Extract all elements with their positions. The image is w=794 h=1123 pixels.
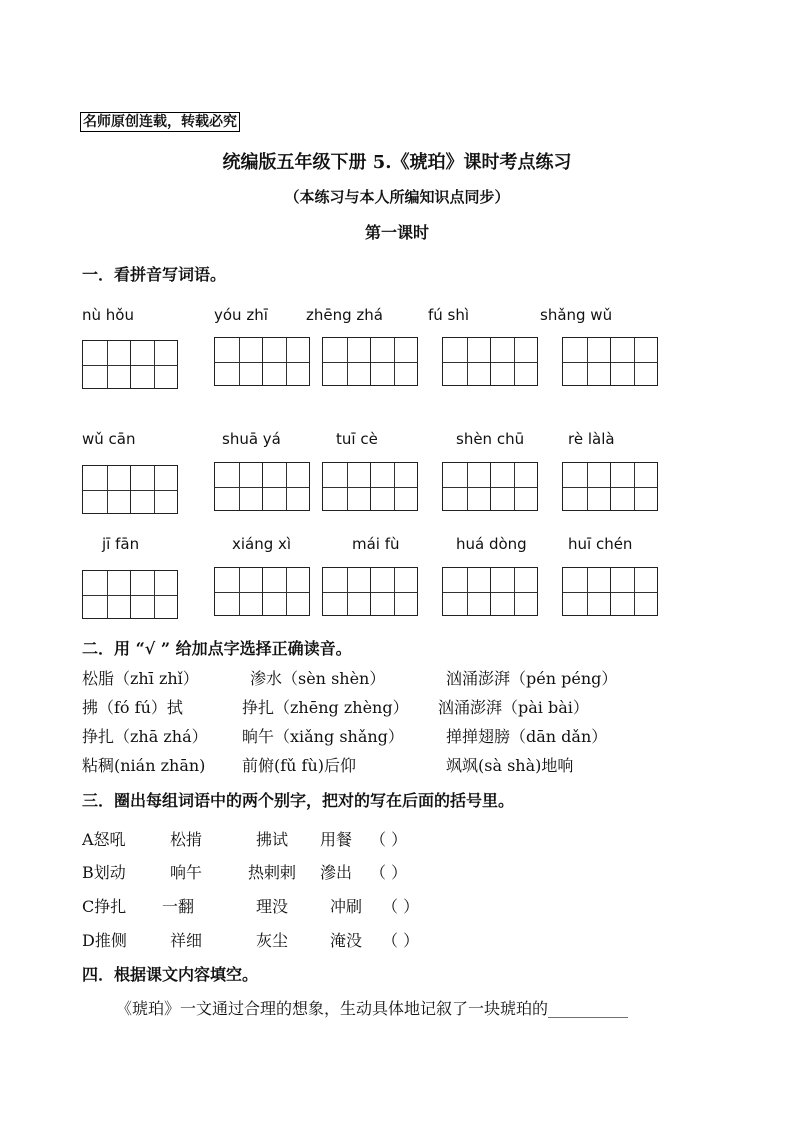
pronunciation-item[interactable]: 前俯(fǔ fù)后仰: [242, 756, 357, 775]
word-group-label: C挣扎: [82, 897, 127, 916]
word-group-label: D推侧: [82, 931, 127, 950]
pinyin-label: huá dòng: [456, 535, 527, 553]
pronunciation-item[interactable]: 汹涌澎湃（pén péng）: [446, 669, 618, 688]
pronunciation-item[interactable]: 粘稠(nián zhān): [82, 756, 206, 775]
writing-grid[interactable]: [562, 462, 658, 511]
writing-grid[interactable]: [82, 465, 178, 514]
pinyin-label: zhēng zhá: [306, 306, 383, 324]
word-item[interactable]: 热剌剌: [248, 863, 297, 882]
writing-grid[interactable]: [214, 462, 310, 511]
pronunciation-item[interactable]: 晌午（xiǎng shǎng）: [242, 727, 404, 746]
writing-grid[interactable]: [442, 462, 538, 511]
pinyin-label: huī chén: [568, 535, 633, 553]
word-item[interactable]: 祥细: [170, 931, 203, 950]
pinyin-label: shuā yá: [222, 430, 281, 448]
word-group-label: A怒吼: [82, 830, 126, 849]
writing-grid[interactable]: [322, 337, 418, 386]
word-item[interactable]: 冲刷: [330, 897, 363, 916]
lesson-label: 第一课时: [364, 223, 429, 242]
writing-grid[interactable]: [322, 567, 418, 616]
word-item[interactable]: 用餐: [320, 830, 353, 849]
pronunciation-item[interactable]: 汹涌澎湃（pài bài）: [438, 698, 589, 717]
pronunciation-item[interactable]: 渗水（sèn shèn）: [250, 669, 386, 688]
word-item[interactable]: 一翻: [162, 897, 195, 916]
word-item[interactable]: 淹没: [330, 931, 363, 950]
pronunciation-item[interactable]: 挣扎（zhā zhá）: [82, 727, 208, 746]
pinyin-label: xiáng xì: [232, 535, 292, 553]
writing-grid[interactable]: [214, 567, 310, 616]
section3-heading: 三．圈出每组词语中的两个别字，把对的写在后面的括号里。: [82, 791, 515, 810]
writing-grid[interactable]: [562, 567, 658, 616]
answer-bracket[interactable]: （ ）: [370, 830, 408, 849]
answer-bracket[interactable]: （ ）: [370, 863, 408, 882]
writing-grid[interactable]: [442, 337, 538, 386]
writing-grid[interactable]: [562, 337, 658, 386]
word-item[interactable]: 响午: [170, 863, 203, 882]
word-item[interactable]: 拂试: [256, 830, 289, 849]
pinyin-label: yóu zhī: [214, 306, 268, 324]
writing-grid[interactable]: [322, 462, 418, 511]
pronunciation-item[interactable]: 挣扎（zhēng zhèng）: [242, 698, 409, 717]
answer-bracket[interactable]: （ ）: [382, 897, 420, 916]
page-subtitle: （本练习与本人所编知识点同步）: [284, 188, 510, 206]
section2-heading: 二．用 “√ ” 给加点字选择正确读音。: [82, 639, 352, 658]
copyright-notice: 名师原创连载，转载必究: [80, 112, 240, 132]
pinyin-label: jī fān: [102, 535, 140, 553]
word-item[interactable]: 滲出: [320, 863, 353, 882]
pinyin-label: wǔ cān: [82, 430, 136, 448]
word-group-label: B划动: [82, 863, 126, 882]
answer-bracket[interactable]: （ ）: [382, 931, 420, 950]
writing-grid[interactable]: [442, 567, 538, 616]
writing-grid[interactable]: [214, 337, 310, 386]
pinyin-label: mái fù: [352, 535, 400, 553]
pronunciation-item[interactable]: 飒飒(sà shà)地响: [446, 756, 574, 775]
section1-heading: 一．看拼音写词语。: [82, 265, 227, 284]
pronunciation-item[interactable]: 掸掸翅膀（dān dǎn）: [446, 727, 608, 746]
pinyin-label: shǎng wǔ: [540, 306, 613, 324]
word-item[interactable]: 松掯: [170, 830, 203, 849]
pinyin-label: shèn chū: [456, 430, 525, 448]
writing-grid[interactable]: [82, 570, 178, 619]
pinyin-label: rè làlà: [568, 430, 615, 448]
word-item[interactable]: 灰尘: [256, 931, 289, 950]
pinyin-label: fú shì: [428, 306, 470, 324]
pinyin-label: tuī cè: [336, 430, 378, 448]
page-title: 统编版五年级下册 5.《琥珀》课时考点练习: [222, 152, 572, 173]
word-item[interactable]: 理没: [256, 897, 289, 916]
section4-heading: 四．根据课文内容填空。: [82, 965, 259, 984]
pronunciation-item[interactable]: 松脂（zhī zhǐ）: [82, 669, 199, 688]
writing-grid[interactable]: [82, 340, 178, 389]
fill-blank-text[interactable]: 《琥珀》一文通过合理的想象，生动具体地记叙了一块琥珀的__________: [116, 999, 629, 1018]
pinyin-label: nù hǒu: [82, 306, 134, 324]
pronunciation-item[interactable]: 拂（fó fú）拭: [82, 698, 183, 717]
